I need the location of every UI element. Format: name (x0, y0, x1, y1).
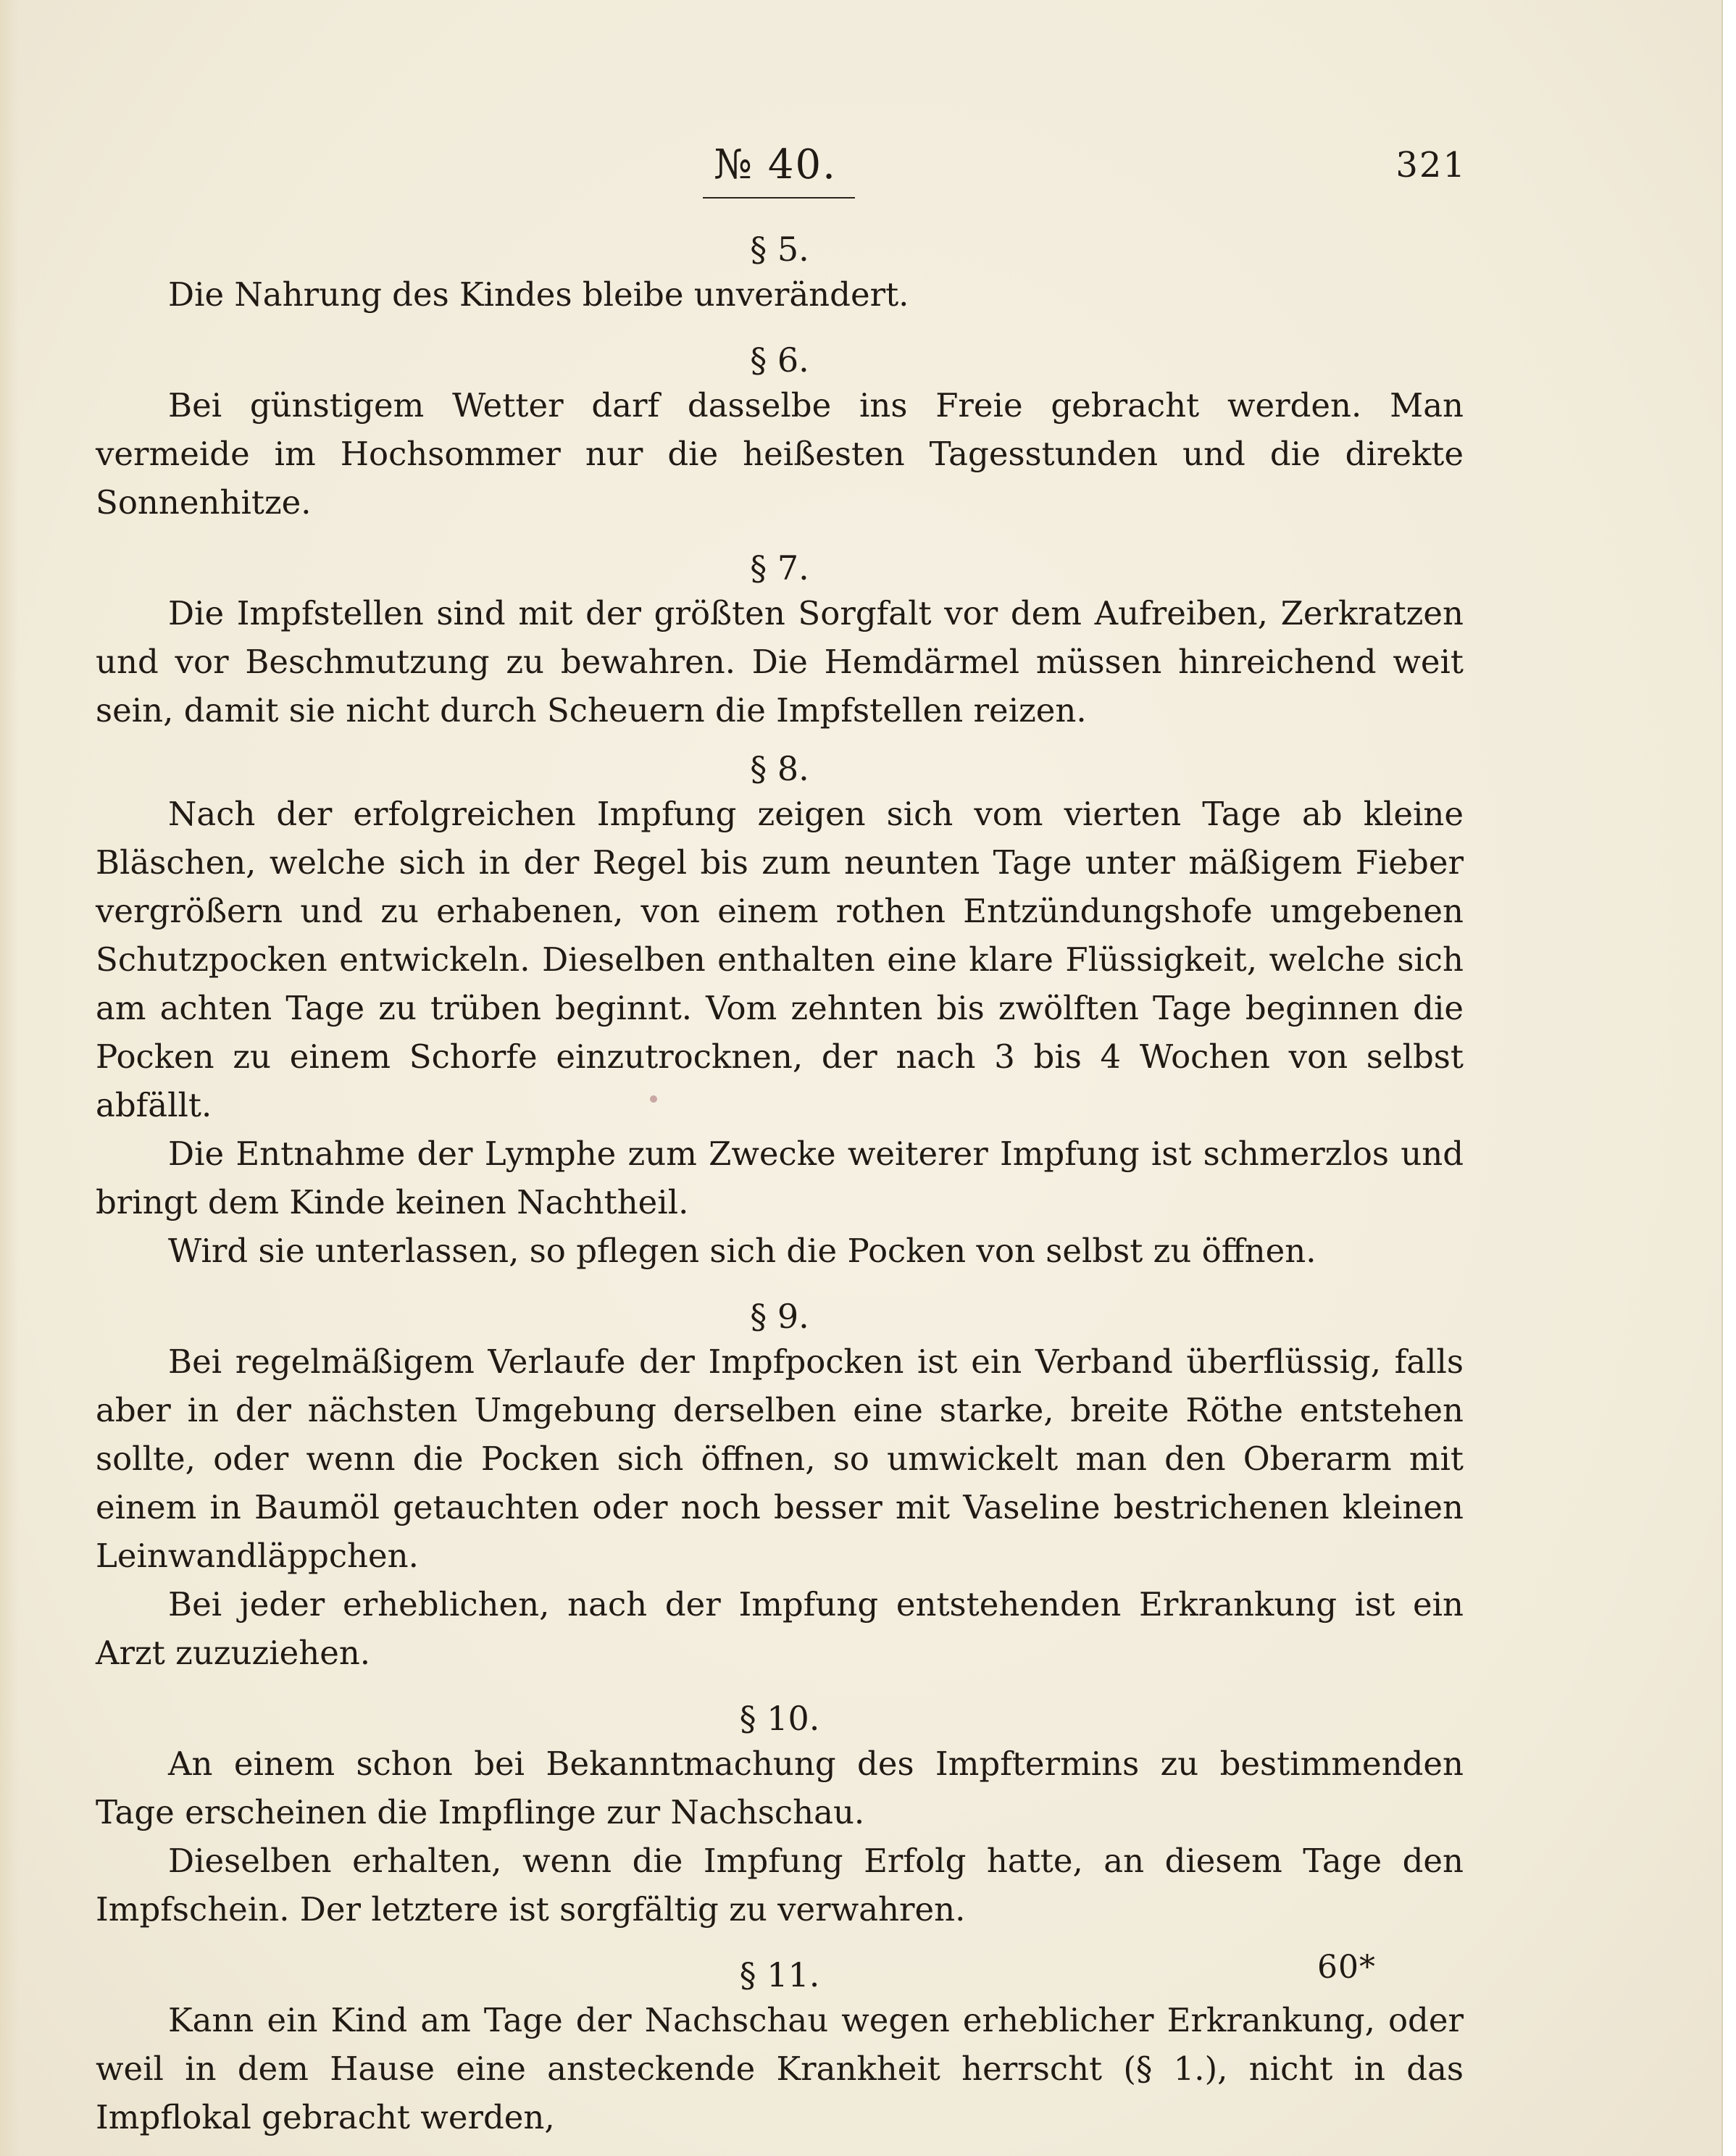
page-edge-right (1722, 0, 1736, 2156)
section-heading-11: § 11. (739, 1955, 820, 1994)
section-5-paragraph: Die Nahrung des Kindes bleibe unverändert. (168, 275, 909, 314)
section-heading-10: § 10. (739, 1699, 820, 1738)
page-shadow-left (0, 0, 19, 2156)
section-9-paragraph-2: Bei jeder erheblichen, nach der Impfung entstehenden Erkrankung ist ein Arzt zuzuziehen. (96, 1585, 1464, 1672)
header-rule (703, 197, 855, 199)
section-8-paragraph-1: Nach der erfolgreichen Impfung zeigen sich vom vierten Tage ab kleine Bläschen, welche sich in der Regel bis zum neunten Tage unter mäßigem Fieber vergrößern und zu erhabenen, von einem rothen Entzündungshofe umgebenen Schutzpocken entwickeln. Dieselben enthalten eine klare Flüssigkeit, welche sich am achten Tage zu trüben beginnt. Vom zehnten bis zwölften Tage beginnen die Pocken zu einem Schorfe einzutrocknen, der nach 3 bis 4 Wochen von selbst abfällt. (96, 795, 1464, 1124)
signature-mark: 60* (1317, 1949, 1376, 1986)
paper-speck (650, 1095, 657, 1103)
section-6-paragraph: Bei günstigem Wetter darf dasselbe ins Freie gebracht werden. Man vermeide im Hochsommer nur die heißesten Tagesstunden und die direkte Sonnenhitze. (96, 386, 1464, 522)
page-number: 321 (1395, 145, 1466, 185)
section-10-paragraph-1: An einem schon bei Bekanntmachung des Impftermins zu bestimmenden Tage erscheinen die Impflinge zur Nachschau. (96, 1745, 1464, 1831)
section-11-paragraph: Kann ein Kind am Tage der Nachschau wegen erheblicher Erkrankung, oder weil in dem Hause eine ansteckende Krankheit herrscht (§ 1.), nicht in das Impflokal gebracht werden, (96, 2001, 1464, 2136)
section-heading-8: § 8. (750, 749, 809, 788)
section-9-paragraph-1: Bei regelmäßigem Verlaufe der Impfpocken ist ein Verband überflüssig, falls aber in der nächsten Umgebung derselben eine starke, breite Röthe entstehen sollte, oder wenn die Pocken sich öffnen, so umwickelt man den Oberarm mit einem in Baumöl getauchten oder noch besser mit Vaseline bestrichenen kleinen Leinwandläppchen. (96, 1342, 1464, 1575)
section-heading-5: § 5. (750, 230, 809, 269)
section-heading-6: § 6. (750, 340, 809, 380)
issue-number: № 40. (714, 141, 837, 188)
section-8-paragraph-2: Die Entnahme der Lymphe zum Zwecke weiterer Impfung ist schmerzlos und bringt dem Kinde keinen Nachtheil. (96, 1135, 1464, 1221)
section-heading-7: § 7. (750, 548, 809, 588)
section-10-paragraph-2: Dieselben erhalten, wenn die Impfung Erfolg hatte, an diesem Tage den Impfschein. Der letztere ist sorgfältig zu verwahren. (96, 1842, 1464, 1929)
section-8-paragraph-3: Wird sie unterlassen, so pflegen sich die Pocken von selbst zu öffnen. (168, 1232, 1316, 1270)
section-heading-9: § 9. (750, 1297, 809, 1336)
document-body (96, 228, 1464, 2142)
section-7-paragraph: Die Impfstellen sind mit der größten Sorgfalt vor dem Aufreiben, Zerkratzen und vor Beschmutzung zu bewahren. Die Hemdärmel müssen hinreichend weit sein, damit sie nicht durch Scheuern die Impfstellen reizen. (96, 594, 1464, 730)
